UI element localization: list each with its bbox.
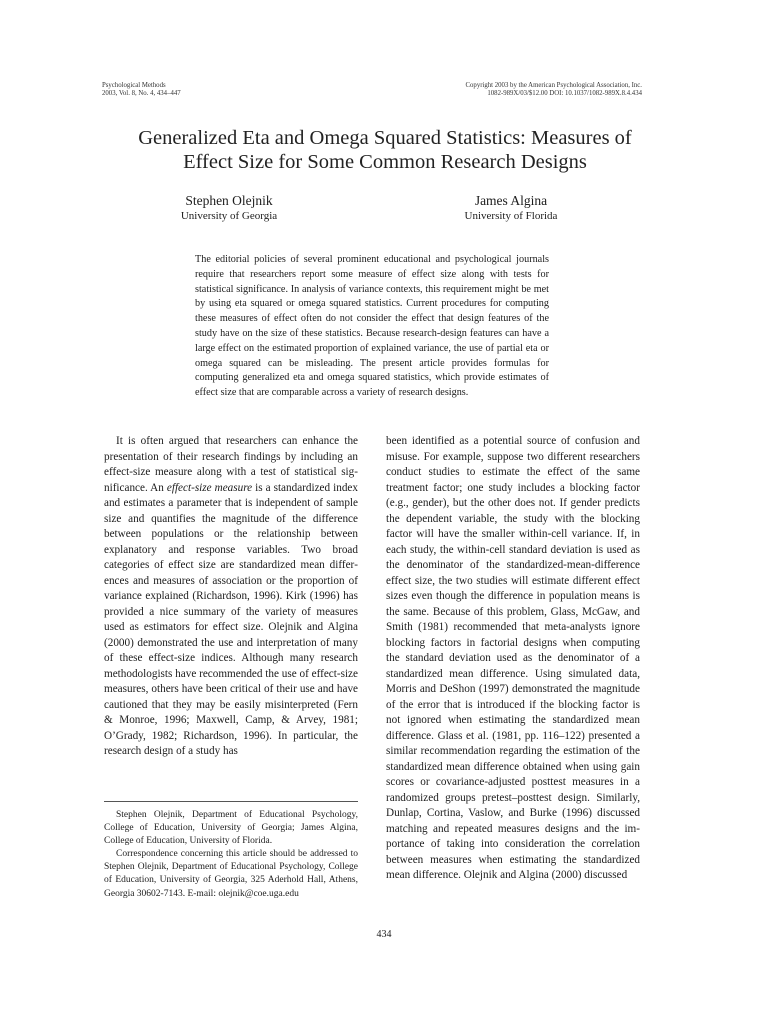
journal-issue: 2003, Vol. 8, No. 4, 434–447 (102, 90, 181, 97)
running-header-right (465, 82, 642, 98)
copyright-notice: Copyright 2003 by the American Psychological Association, Inc. (465, 82, 642, 89)
author-note (104, 809, 358, 901)
title-line-2: Effect Size for Some Common Research Designs (183, 151, 587, 173)
article-title (90, 126, 680, 174)
title-line-1: Generalized Eta and Omega Squared Statistics: Measures of (138, 127, 632, 149)
author-affiliation: University of Georgia (180, 210, 278, 222)
author-name: James Algina (474, 193, 548, 208)
page-number: 434 (376, 929, 392, 940)
footnote-correspondence: Correspondence concerning this article should be addressed to Stephen Olejnik, Department of Educational Psychology, College of Education, University of Georgia, 325 Aderhold Hall, Athens, Georgia 30602-7143. E-mail: olejnik@coe.uga.edu (104, 849, 358, 899)
body-column-left (104, 434, 358, 760)
body-text: It is often argued that researchers can enhance the presentation of their research findings by including an effect-size measure along with a test of statistical significance. An (104, 435, 358, 494)
journal-name: Psychological Methods (102, 82, 166, 89)
footnote-affiliations: Stephen Olejnik, Department of Educational Psychology, College of Education, University of Georgia; James Algina, College of Education, University of Florida. (104, 810, 358, 847)
author-block-2 (411, 192, 611, 223)
italic-term: effect-size measure (166, 481, 253, 494)
footnote-divider (104, 801, 358, 802)
doi-line: 1082-989X/03/$12.00 DOI: 10.1037/1082-989X.8.4.434 (487, 90, 642, 97)
abstract: The editorial policies of several prominent educational and psychological journals require that researchers report some measure of effect size along with tests for statistical significance. In analysis of variance contexts, this requirement might be met by using eta squared or omega squared statistics. Current procedures for computing these measures of effect often do not consider the effect that design features of the study have on the size of these statistics. Because research-design features can have a large effect on the estimated proportion of explained variance, the use of partial eta or omega squared can be misleading. The present article provides formulas for computing generalized eta and omega squared statistics, which provide estimates of effect size that are comparable across a variety of research designs. (195, 254, 549, 399)
body-paragraph (104, 434, 358, 760)
author-name: Stephen Olejnik (185, 193, 273, 208)
author-affiliation: University of Florida (464, 210, 558, 222)
body-column-right (386, 434, 640, 884)
running-header-left (102, 82, 181, 98)
author-block-1 (129, 192, 329, 223)
body-paragraph: been identified as a potential source of confusion and misuse. For example, suppose two different researchers conduct studies to estimate the effect of the same treatment factor; one study includes a blocking factor (e.g., gender), but the other does not. If gender predicts the dependent variable, the study with the blocking factor will have the smaller within-cell variance. If, in each study, the within-cell standard deviation is used as the denominator of the standardized-mean-difference effect size, the two studies will estimate different effect sizes even though the difference in population means is the same. Because of this problem, Glass, McGaw, and Smith (1981) recommended that meta-analysts ignore blocking factors in factorial designs when computing the standard deviation used as the denominator of a standardized mean difference. Using simulated data, Morris and DeShon (1997) demonstrated the magnitude of the error that is introduced if the blocking factor is not ignored when estimating the standardized mean difference. Glass et al. (1981, pp. 116–122) presented a similar recommendation regarding the estimation of the standardized mean difference obtained when using gain scores or covariance-adjusted posttest measures in a randomized groups pretest–posttest design. Similarly, Dunlap, Cortina, Vaslow, and Burke (1996) discussed matching and repeated measures designs and the importance of taking into consideration the correlation between measures when estimating the standardized mean difference. Olejnik and Algina (2000) discussed (386, 435, 640, 881)
body-text: is a standardized index and estimates a parameter that is independent of sample size and quantifies the magnitude of the difference between populations or the relationship between explanatory and response variables. Two broad categories of effect size are standardized mean differences and measures of association or the proportion of variance explained (Richardson, 1996). Kirk (1996) has provided a nice summary of the variety of measures used as estimators for effect size. Olejnik and Algina (2000) demonstrated the use and interpretation of many of these effect-size indices. Although many research methodologists have recommended the use of effect-size measures, others have been critical of their use and have cautioned that they may be easily misinterpreted (Fern & Monroe, 1996; Maxwell, Camp, & Arvey, 1981; O’Grady, 1982; Richardson, 1996). In particular, the research design of a study has (104, 481, 358, 757)
